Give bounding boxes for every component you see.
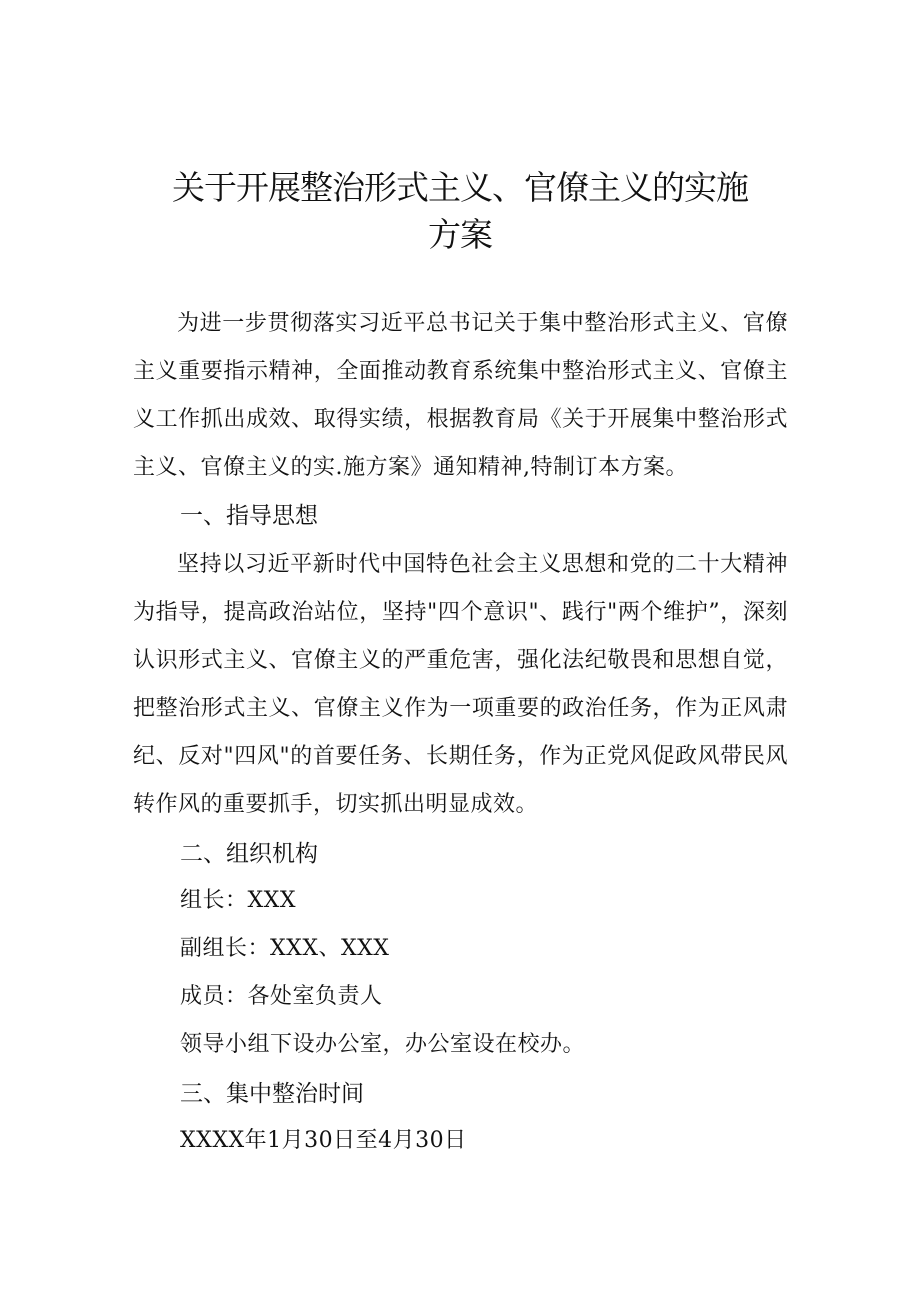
intro-paragraph: 为进一步贯彻落实习近平总书记关于集中整治形式主义、官僚主义重要指示精神，全面推动教育系统集中整治形式主义、官僚主义工作抓出成效、取得实绩，根据教育局《关于开展集中整治形式主义、官僚主义的实.施方案》通知精神,特制订本方案。 (133, 311, 788, 480)
section-3-heading: 三、集中整治时间 (180, 1081, 364, 1107)
section-2-heading: 二、组织机构 (180, 841, 318, 867)
document-title-line-1: 关于开展整治形式主义、官僚主义的实施 (172, 168, 748, 207)
members-line: 成员：各处室负责人 (180, 984, 383, 1009)
document-title-line-2: 方案 (428, 215, 492, 254)
office-line: 领导小组下设办公室，办公室设在校办。 (180, 1032, 586, 1057)
group-leader-line: 组长：XXX (180, 888, 296, 913)
section-1-heading: 一、指导思想 (180, 503, 318, 529)
rectification-period: XXXX年1月30日至4月30日 (180, 1128, 467, 1153)
deputy-leader-line: 副组长：XXX、XXX (180, 936, 390, 961)
section-1-body: 坚持以习近平新时代中国特色社会主义思想和党的二十大精神为指导，提高政治站位，坚持"四个意识"、践行"两个维护”，深刻认识形式主义、官僚主义的严重危害，强化法纪敬畏和思想自觉，把整治形式主义、官僚主义作为一项重要的政治任务，作为正风肃纪、反对"四风"的首要任务、长期任务，作为正党风促政风带民风转作风的重要抓手，切实抓出明显成效。 (133, 552, 788, 817)
